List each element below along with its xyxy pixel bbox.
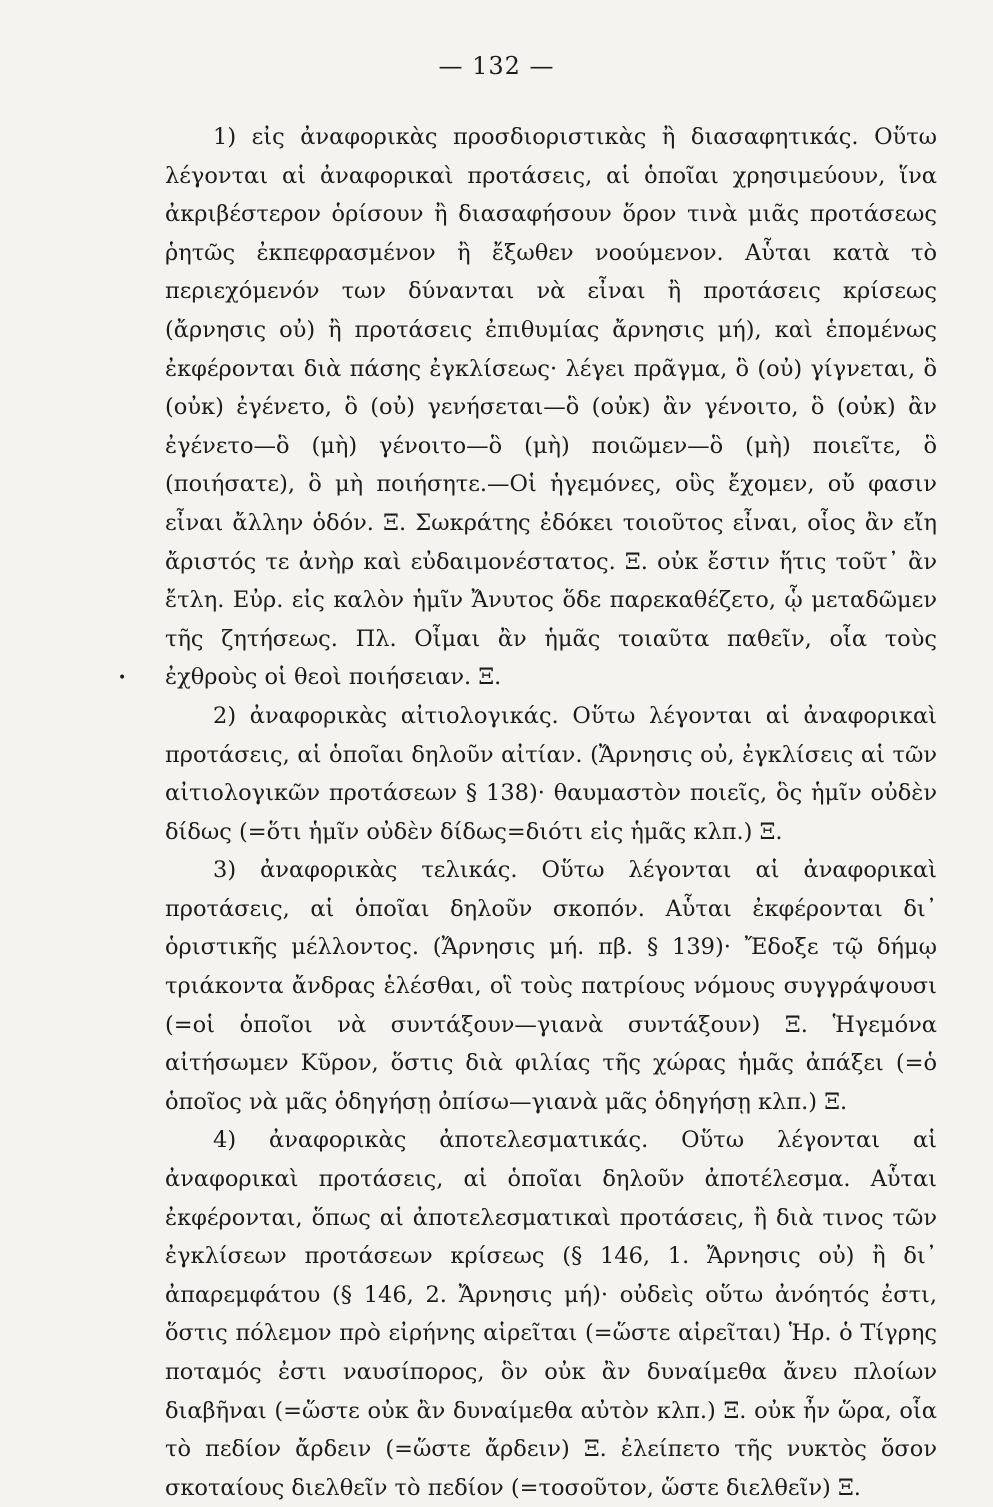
paragraph-1: 1) εἰς ἀναφορικὰς προσδιοριστικὰς ἢ διασαφητικάς. Οὕτω λέγονται αἱ ἀναφορικαὶ προτάσεις, αἱ ὁποῖαι χρησιμεύουν, ἵνα ἀκριβέστερον ὁρίσουν ἢ διασαφήσουν ὅρον τινὰ μιᾶς προτάσεως ῥητῶς ἐκπεφρασμένον ἢ ἔξωθεν νοούμενον. Αὗται κατὰ τὸ περιεχόμενόν των δύνανται νὰ εἶναι ἢ προτάσεις κρίσεως (ἄρνησις οὐ) ἢ προτάσεις ἐπιθυμίας ἄρνησις μή), καὶ ἑπομένως ἐκφέρονται διὰ πάσης ἐγκλίσεως· λέγει πρᾶγμα, ὃ (οὐ) γίγνεται, ὃ (οὐκ) ἐγένετο, ὃ (οὐ) γενήσεται—ὃ (οὐκ) ἂν γένοιτο, ὃ (οὐκ) ἂν ἐγένετο—ὃ (μὴ) γένοιτο—ὃ (μὴ) ποιῶμεν—ὃ (μὴ) ποιεῖτε, ὃ (ποιήσατε), ὃ μὴ ποιήσητε.—Οἱ ἡγεμόνες, οὓς ἔχομεν, οὔ φασιν εἶναι ἄλλην ὁδόν. Ξ. Σωκράτης ἐδόκει τοιοῦτος εἶναι, οἷος ἂν εἴη ἄριστός τε ἀνὴρ καὶ εὐδαιμονέστατος. Ξ. οὐκ ἔστιν ἥτις τοῦτ᾽ ἂν ἔτλη. Εὐρ. εἰς καλὸν ἡμῖν Ἄνυτος ὅδε παρεκαθέζετο, ᾧ μεταδῶμεν τῆς ζητήσεως. Πλ. Οἶμαι ἂν ἡμᾶς τοιαῦτα παθεῖν, οἷα τοὺς ἐχθροὺς οἱ θεοὶ ποιήσειαν. Ξ.: [165, 124, 937, 691]
margin-bullet: •: [118, 670, 127, 686]
body-text: [165, 118, 937, 1507]
paragraph-4: 4) ἀναφορικὰς ἀποτελεσματικάς. Οὕτω λέγονται αἱ ἀναφορικαὶ προτάσεις, αἱ ὁποῖαι δηλοῦν ἀποτέλεσμα. Αὗται ἐκφέρονται, ὅπως αἱ ἀποτελεσματικαὶ προτάσεις, ἢ διὰ τινος τῶν ἐγκλίσεων προτάσεων κρίσεως (§ 146, 1. Ἄρνησις οὐ) ἢ δι᾽ ἀπαρεμφάτου (§ 146, 2. Ἄρνησις μή)· οὐδεὶς οὕτω ἀνόητός ἐστι, ὅστις πόλεμον πρὸ εἰρήνης αἱρεῖται (=ὥστε αἱρεῖται) Ἡρ. ὁ Τίγρης ποταμός ἐστι ναυσίπορος, ὃν οὐκ ἂν δυναίμεθα ἄνευ πλοίων διαβῆναι (=ὥστε οὐκ ἂν δυναίμεθα αὐτὸν κλπ.) Ξ. οὐκ ἦν ὥρα, οἷα τὸ πεδίον ἄρδειν (=ὥστε ἄρδειν) Ξ. ἐλείπετο τῆς νυκτὸς ὅσον σκοταίους διελθεῖν τὸ πεδίον (=τοσοῦτον, ὥστε διελθεῖν) Ξ.: [165, 1127, 937, 1501]
page-number: — 132 —: [438, 52, 555, 80]
paragraph-2: 2) ἀναφορικὰς αἰτιολογικάς. Οὕτω λέγονται αἱ ἀναφορικαὶ προτάσεις, αἱ ὁποῖαι δηλοῦν αἰτίαν. (Ἄρνησις οὐ, ἐγκλίσεις αἱ τῶν αἰτιολογικῶν προτάσεων § 138)· θαυμαστὸν ποιεῖς, ὃς ἡμῖν οὐδὲν δίδως (=ὅτι ἡμῖν οὐδὲν δίδως=διότι εἰς ἡμᾶς κλπ.) Ξ.: [165, 702, 937, 845]
paragraph-3: 3) ἀναφορικὰς τελικάς. Οὕτω λέγονται αἱ ἀναφορικαὶ προτάσεις, αἱ ὁποῖαι δηλοῦν σκοπόν. Αὗται ἐκφέρονται δι᾽ ὁριστικῆς μέλλοντος. (Ἄρνησις μή. πβ. § 139)· Ἔδοξε τῷ δήμῳ τριάκοντα ἄνδρας ἑλέσθαι, οἳ τοὺς πατρίους νόμους συγγράψουσι (=οἱ ὁποῖοι νὰ συντάξουν—γιανὰ συντάξουν) Ξ. Ἡγεμόνα αἰτήσωμεν Κῦρον, ὅστις διὰ φιλίας τῆς χώρας ἡμᾶς ἀπάξει (=ὁ ὁποῖος νὰ μᾶς ὁδηγήσῃ ὀπίσω—γιανὰ μᾶς ὁδηγήσῃ κλπ.) Ξ.: [165, 857, 937, 1115]
